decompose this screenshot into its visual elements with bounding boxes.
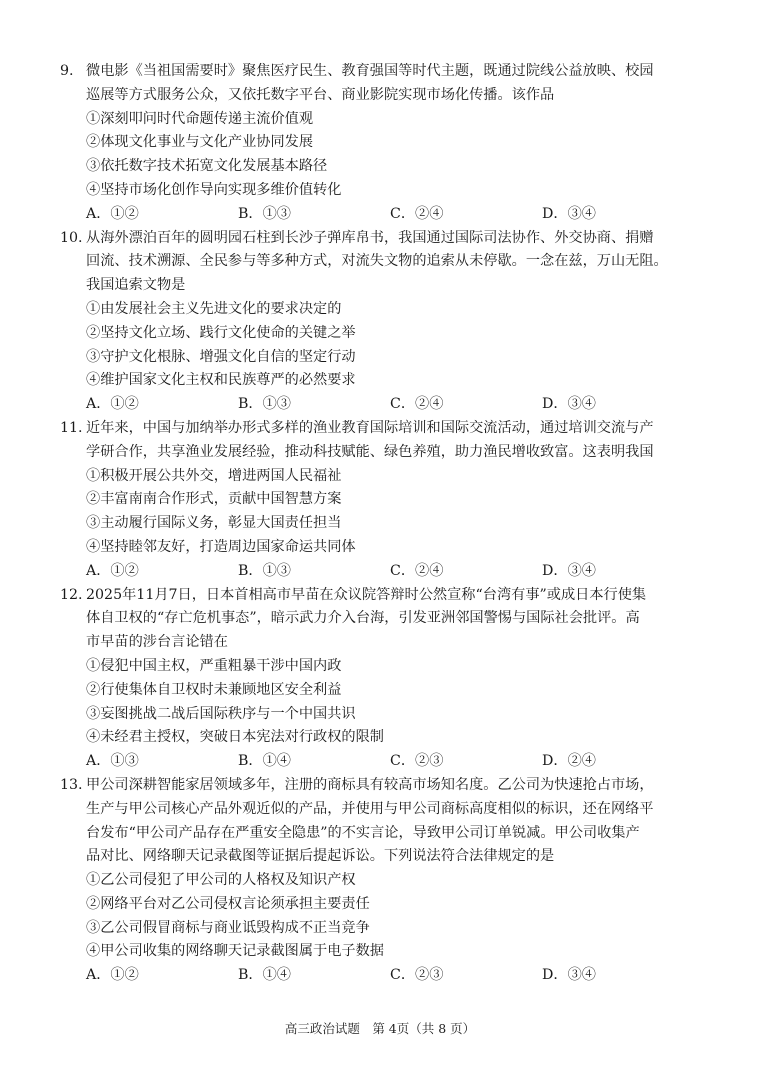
question-number: 12. — [60, 586, 83, 603]
stem-text: 学研合作，共享渔业发展经验，推动科技赋能、绿色养殖，助力渔民增收致富。这表明我国 — [86, 443, 654, 460]
question-stem-line — [60, 441, 708, 465]
stem-text: 市早苗的涉台言论错在 — [86, 634, 228, 651]
answer-choices — [60, 203, 708, 227]
question-number: 10. — [60, 229, 83, 246]
stem-text: 微电影《当祖国需要时》聚焦医疗民生、教育强国等时代主题，既通过院线公益放映、校园 — [86, 63, 654, 79]
answer-choice: D．③④ — [542, 396, 596, 413]
statement-option: ④甲公司收集的网络聊天记录截图属于电子数据 — [86, 943, 384, 960]
stem-text: 回流、技术溯源、全民参与等多种方式，对流失文物的追索从未停歇。一念在兹，万山无阻。 — [86, 253, 668, 270]
statement-option: ②网络平台对乙公司侵权言论须承担主要责任 — [86, 895, 370, 912]
answer-choices — [60, 393, 708, 417]
answer-choice: A．①② — [86, 396, 139, 413]
question-13 — [60, 774, 708, 988]
stem-text: 从海外漂泊百年的圆明园石柱到长沙子弹库帛书，我国通过国际司法协作、外交协商、捐赠 — [86, 229, 654, 246]
question-number — [60, 607, 86, 631]
statement-option: ③乙公司假冒商标与商业诋毁构成不正当竞争 — [86, 919, 370, 936]
question-stem-line — [60, 798, 708, 822]
question-stem-line — [60, 84, 708, 108]
question-stem-line — [60, 631, 708, 655]
answer-choice: A．①③ — [86, 753, 139, 770]
answer-choice: B．①④ — [238, 753, 291, 770]
statement-option: ①积极开展公共外交，增进两国人民福祉 — [86, 467, 342, 484]
question-9 — [60, 60, 708, 227]
stem-text: 巡展等方式服务公众，又依托数字平台、商业影院实现市场化传播。该作品 — [86, 86, 555, 103]
answer-choices — [60, 964, 708, 988]
question-stem-line — [60, 227, 708, 251]
statement-option: ①由发展社会主义先进文化的要求决定的 — [86, 300, 342, 317]
statement-option: ③主动履行国际义务，彰显大国责任担当 — [86, 515, 342, 532]
statement-option: ④坚持睦邻友好，打造周边国家命运共同体 — [86, 538, 356, 555]
question-number: 13. — [60, 776, 83, 793]
statement-option: ④坚持市场化创作导向实现多维价值转化 — [86, 181, 342, 198]
question-stem-line — [60, 774, 708, 798]
answer-choice: D．③④ — [542, 967, 596, 984]
answer-choice: B．①③ — [238, 205, 291, 222]
answer-choice: B．①③ — [238, 396, 291, 413]
question-12 — [60, 584, 708, 774]
question-number — [60, 631, 86, 655]
question-stem-line — [60, 417, 708, 441]
answer-choice: C．②③ — [390, 753, 444, 770]
stem-text: 近年来，中国与加纳举办形式多样的渔业教育国际培训和国际交流活动，通过培训交流与产 — [86, 419, 654, 436]
answer-choice: D．②④ — [542, 753, 596, 770]
stem-text: 2025年11月7日，日本首相高市早苗在众议院答辩时公然宣称“台湾有事”或成日本行使集 — [86, 586, 647, 603]
statement-option: ②坚持文化立场、践行文化使命的关键之举 — [86, 324, 356, 341]
answer-choices — [60, 750, 708, 774]
question-stem-line — [60, 60, 708, 84]
answer-choice: C．②④ — [390, 205, 444, 222]
question-stem-line — [60, 584, 708, 608]
answer-choice: C．②③ — [390, 967, 444, 984]
statement-option: ②行使集体自卫权时未兼顾地区安全利益 — [86, 681, 342, 698]
statement-option: ④未经君主授权，突破日本宪法对行政权的限制 — [86, 729, 384, 746]
answer-choice: A．①② — [86, 205, 139, 222]
answer-choice: A．①② — [86, 967, 139, 984]
stem-text: 台发布“甲公司产品存在严重安全隐患”的不实言论，导致甲公司订单锐减。甲公司收集产 — [86, 824, 640, 841]
answer-choice: A．①② — [86, 562, 139, 579]
stem-text: 体自卫权的“存亡危机事态”，暗示武力介入台海，引发亚洲邻国警惕与国际社会批评。高 — [86, 610, 640, 627]
question-number — [60, 84, 86, 108]
answer-choice: D．③④ — [542, 205, 596, 222]
question-number: 9. — [60, 63, 74, 79]
stem-text: 我国追索文物是 — [86, 277, 186, 294]
statement-option: ③守护文化根脉、增强文化自信的坚定行动 — [86, 348, 356, 365]
statement-option: ②丰富南南合作形式，贡献中国智慧方案 — [86, 491, 342, 508]
question-stem-line — [60, 822, 708, 846]
page-footer: 高三政治试题 第 4页（共 8 页） — [284, 1021, 476, 1036]
question-11 — [60, 417, 708, 584]
statement-option: ④维护国家文化主权和民族尊严的必然要求 — [86, 372, 356, 389]
answer-choice: C．②④ — [390, 562, 444, 579]
question-stem-line — [60, 274, 708, 298]
statement-option: ③依托数字技术拓宽文化发展基本路径 — [86, 158, 328, 175]
question-list — [60, 60, 708, 988]
answer-choice: B．①④ — [238, 967, 291, 984]
stem-text: 生产与甲公司核心产品外观近似的产品，并使用与甲公司商标高度相似的标识，还在网络平 — [86, 800, 654, 817]
question-number — [60, 274, 86, 298]
statement-option: ②体现文化事业与文化产业协同发展 — [86, 134, 314, 151]
question-stem-line — [60, 845, 708, 869]
statement-option: ①深刻叩问时代命题传递主流价值观 — [86, 110, 314, 127]
statement-option: ①侵犯中国主权，严重粗暴干涉中国内政 — [86, 657, 342, 674]
stem-text: 品对比、网络聊天记录截图等证据后提起诉讼。下列说法符合法律规定的是 — [86, 848, 555, 865]
question-number — [60, 798, 86, 822]
statement-option: ③妄图挑战二战后国际秩序与一个中国共识 — [86, 705, 356, 722]
statement-option: ①乙公司侵犯了甲公司的人格权及知识产权 — [86, 872, 356, 889]
question-number — [60, 822, 86, 846]
question-number — [60, 441, 86, 465]
question-stem-line — [60, 250, 708, 274]
answer-choice: C．②④ — [390, 396, 444, 413]
question-number: 11. — [60, 419, 83, 436]
question-stem-line — [60, 607, 708, 631]
stem-text: 甲公司深耕智能家居领域多年，注册的商标具有较高市场知名度。乙公司为快速抢占市场， — [86, 776, 654, 793]
answer-choice: B．①③ — [238, 562, 291, 579]
answer-choice: D．③④ — [542, 562, 596, 579]
question-number — [60, 845, 86, 869]
answer-choices — [60, 560, 708, 584]
question-number — [60, 250, 86, 274]
question-10 — [60, 227, 708, 417]
